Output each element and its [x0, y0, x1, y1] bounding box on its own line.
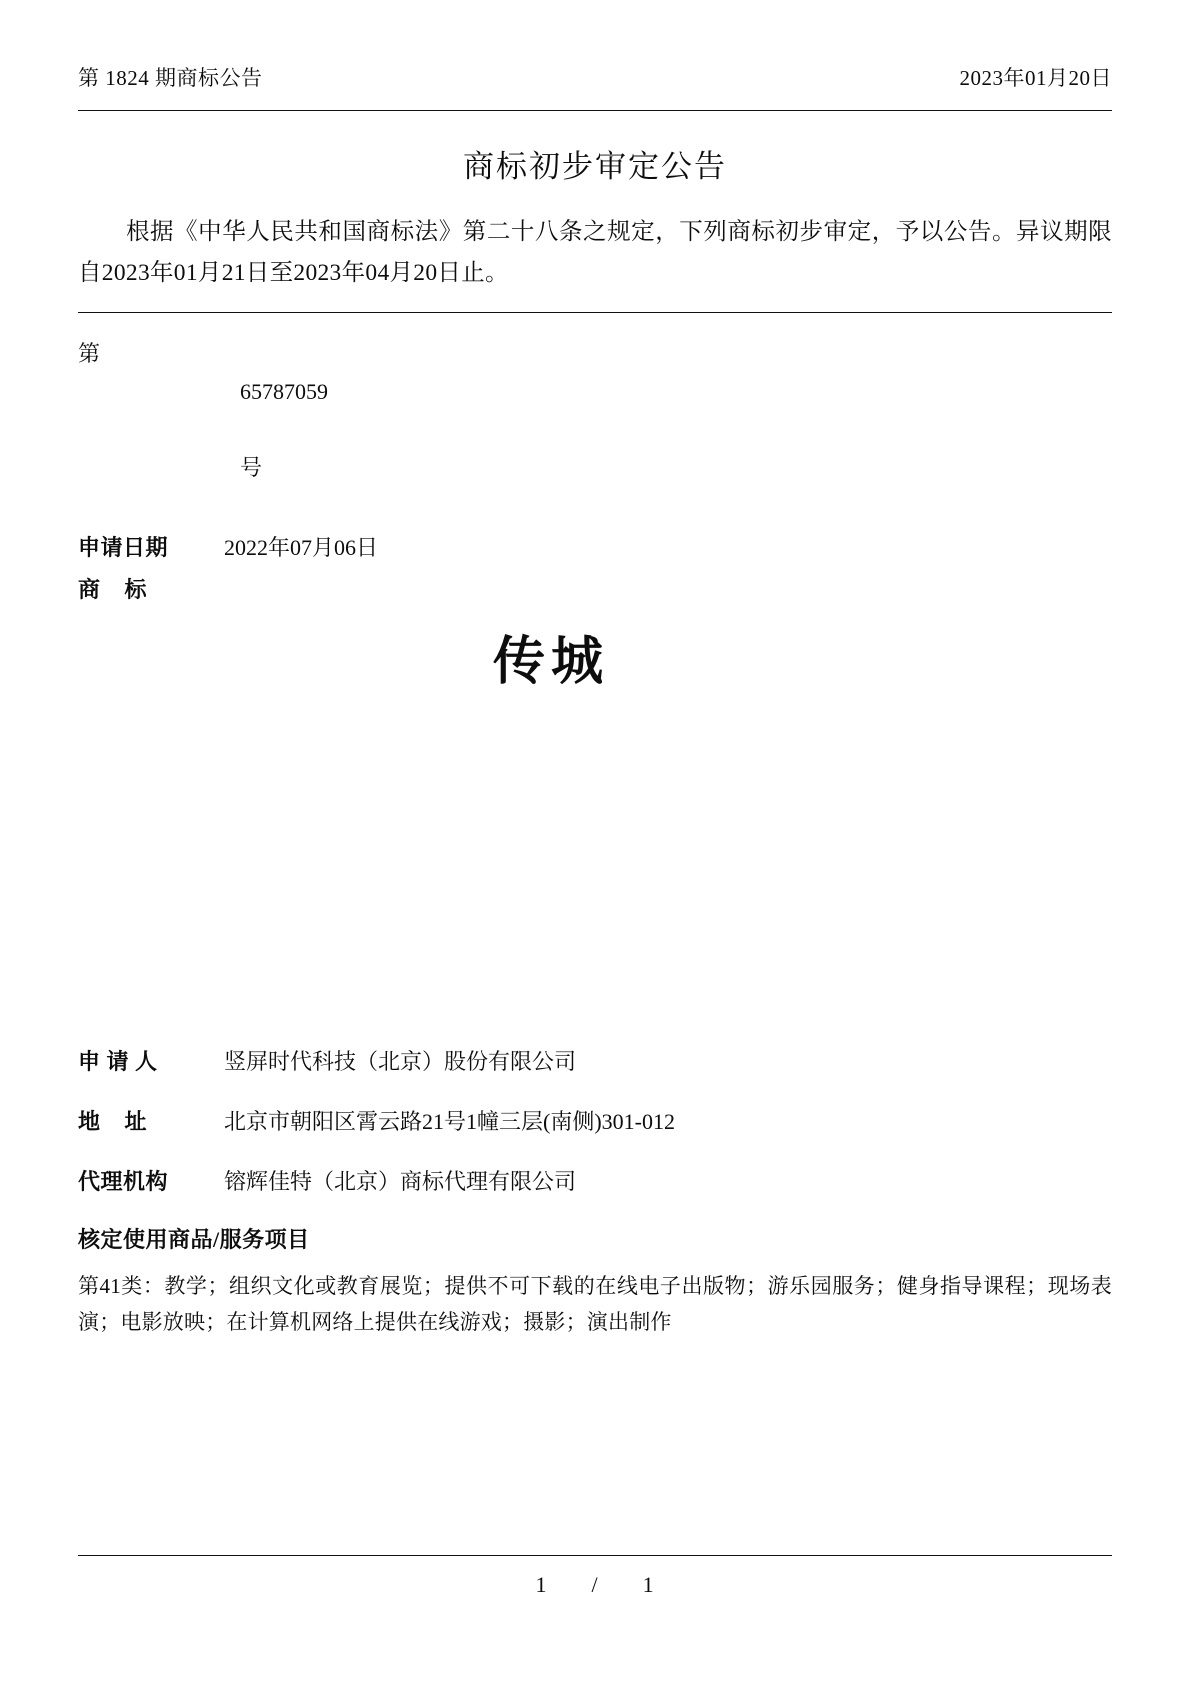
goods-services-text: 第41类：教学；组织文化或教育展览；提供不可下载的在线电子出版物；游乐园服务；健身指导课程；现场表演；电影放映；在计算机网络上提供在线游戏；摄影；演出制作 [78, 1274, 1112, 1334]
footer-page-current: 1 [535, 1572, 548, 1597]
registration-number-suffix: 号 [240, 455, 263, 480]
page-title: 商标初步审定公告 [463, 149, 727, 184]
mark-row [78, 571, 1112, 609]
footer-divider [78, 1555, 1112, 1556]
trademark-mark-text: 传城 [493, 634, 610, 691]
header-divider [78, 110, 1112, 111]
record-detail-fields [78, 1043, 1112, 1340]
applicant-row [78, 1043, 1112, 1081]
record-header-fields [78, 335, 1112, 609]
bulletin-issue: 第 1824 期商标公告 [78, 66, 263, 90]
footer-page-separator: / [591, 1572, 599, 1597]
applicant-label: 申 请 人 [78, 1049, 158, 1074]
registration-number-value: 65787059 [240, 379, 328, 404]
application-date-row [78, 529, 1112, 567]
goods-heading: 核定使用商品/服务项目 [78, 1227, 310, 1252]
agent-label: 代理机构 [78, 1169, 169, 1194]
section-divider [78, 312, 1112, 313]
agent-value: 镕辉佳特（北京）商标代理有限公司 [224, 1169, 577, 1194]
page-footer [78, 1555, 1112, 1598]
running-head [78, 0, 1112, 92]
applicant-value: 竖屏时代科技（北京）股份有限公司 [224, 1049, 577, 1074]
address-value: 北京市朝阳区霄云路21号1幢三层(南侧)301-012 [224, 1109, 675, 1134]
trademark-image-area [78, 613, 1112, 1043]
agent-row [78, 1163, 1112, 1201]
intro-paragraph: 根据《中华人民共和国商标法》第二十八条之规定，下列商标初步审定，予以公告。异议期限自2023年01月21日至2023年04月20日止。 [78, 219, 1112, 286]
mark-label: 商 标 [78, 577, 148, 602]
registration-number-row [78, 335, 1112, 525]
application-date-value: 2022年07月06日 [224, 535, 379, 560]
bulletin-date: 2023年01月20日 [959, 66, 1112, 90]
address-label: 地 址 [78, 1109, 148, 1134]
address-row [78, 1103, 1112, 1141]
registration-number-label: 第 [78, 341, 101, 366]
application-date-label: 申请日期 [78, 535, 169, 560]
footer-page-total: 1 [642, 1572, 655, 1597]
